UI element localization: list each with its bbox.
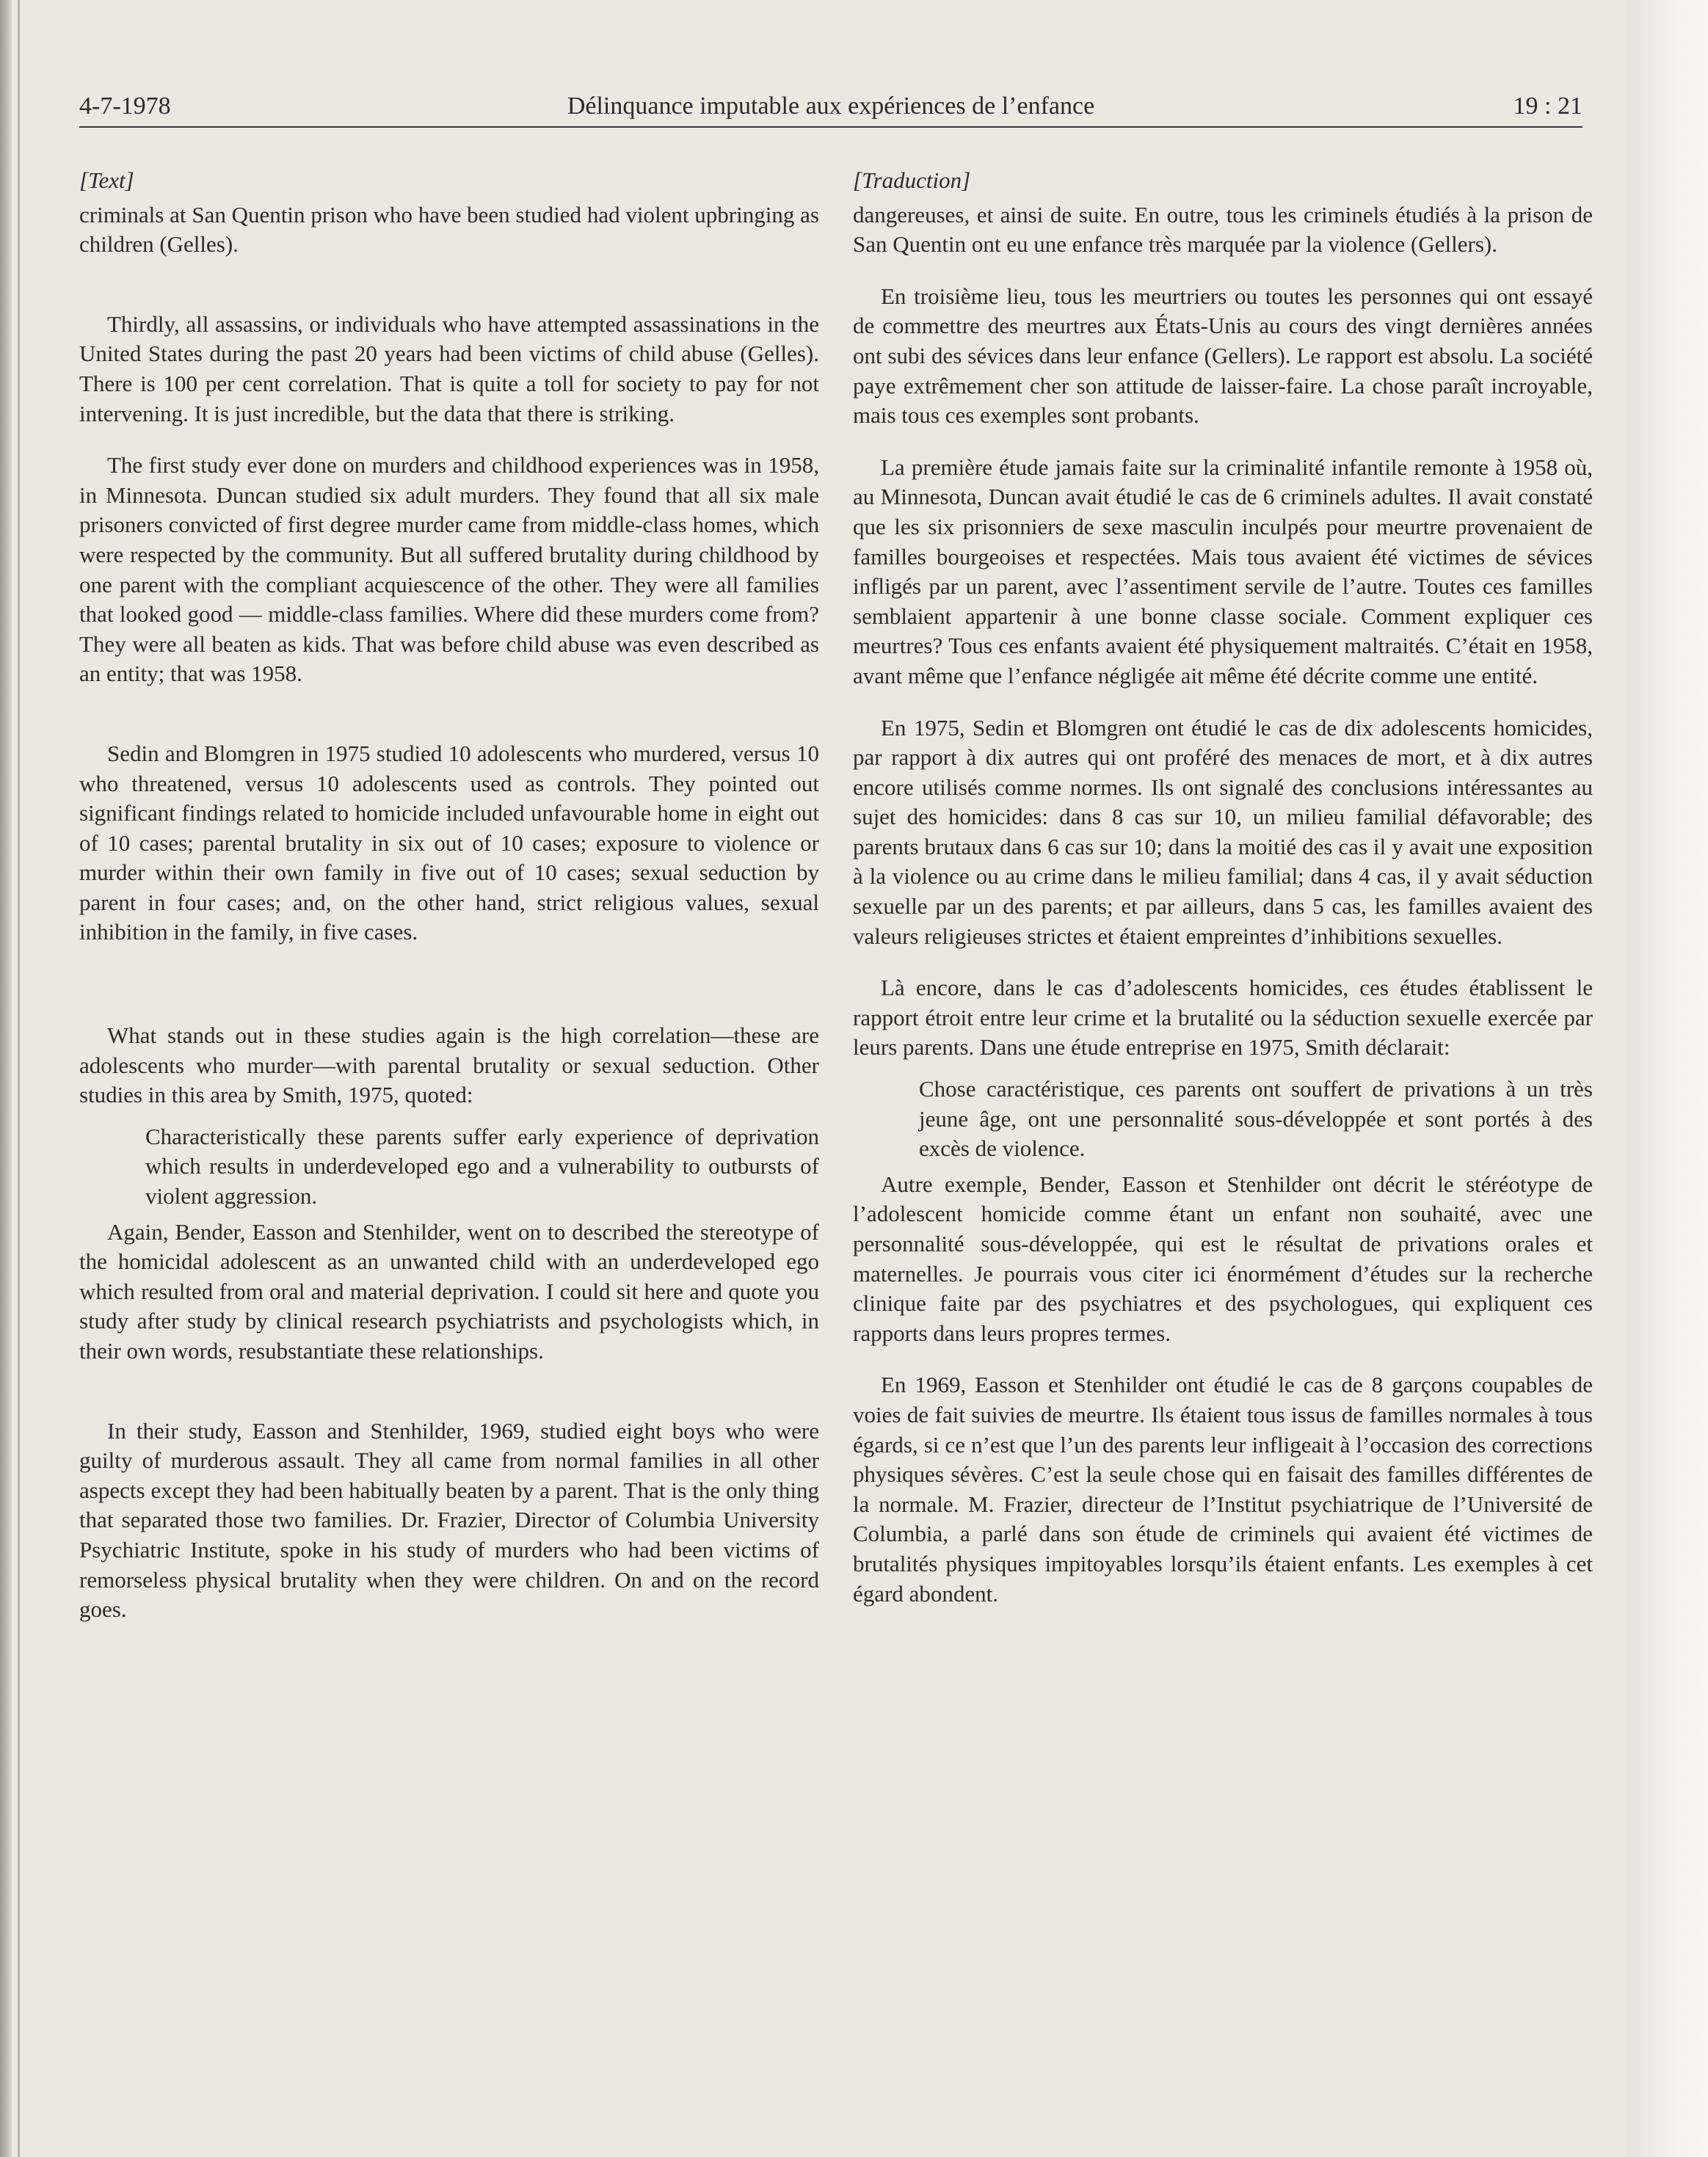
page-right-margin [1627,0,1708,2157]
page-binding-edge [0,0,12,2157]
french-paragraph-3: La première étude jamais faite sur la criminalité infantile remonte à 1958 où, au Minnesota, Duncan avait étudié le cas de 6 criminels adultes. Il avait constaté que les six prisonniers de sexe masculin inculpés pour meurtre provenaient de familles bourgeoises et respectées. Mais tous avaient été victimes de sévices infligés par un parent, avec l’assentiment servile de l’autre. Toutes ces familles semblaient appartenir à une bonne classe sociale. Comment expliquer ces meurtres? Tous ces enfants avaient été physiquement maltraités. C’était en 1958, avant même que l’enfance négligée ait même été décrite comme une entité. [853,454,1593,688]
english-paragraph-4: Sedin and Blomgren in 1975 studied 10 adolescents who murdered, versus 10 who threatened, versus 10 adolescents used as controls. They pointed out significant findings related to homicide included unfavourable home in eight out of 10 cases; parental brutality in six out of 10 cases; exposure to violence or murder within their own family in five out of 10 cases; sexual seduction by parent in four cases; and, on the other hand, strict religious values, sexual inhibition in the family, in five cases. [79,740,819,945]
french-quote: Chose caractéristique, ces parents ont souffert de privations à un très jeune âge, ont une personnalité sous-développée et sont portés à des excès de violence. [919,1076,1593,1162]
french-paragraph-6: Autre exemple, Bender, Easson et Stenhilder ont décrit le stéréotype de l’adolescent homicide comme étant un enfant non souhaité, avec une personnalité sous-développée, qui est le résultat de privations orales et maternelles. Je pourrais vous citer ici énormément d’études sur la recherche clinique faite par des psychiatres et des psychologues, qui expliquent ces rapports dans leurs propres termes. [853,1171,1593,1346]
header-title: Délinquance imputable aux expériences de l’enfance [567,92,1095,120]
english-paragraph-5: What stands out in these studies again is the high correlation—these are adolescents who murder—with parental brutality or sexual seduction. Other studies in this area by Smith, 1975, quoted: [79,1022,819,1108]
english-paragraph-7: In their study, Easson and Stenhilder, 1969, studied eight boys who were guilty of murderous assault. They all came from normal families in all other aspects except they had been habitually beaten by a parent. That is the only thing that separated those two families. Dr. Frazier, Director of Columbia University Psychiatric Institute, spoke in his study of murders who had been victims of remorseless physical brutality when they were children. On and on the record goes. [79,1417,819,1623]
binding-line [18,0,20,2157]
english-quote: Characteristically these parents suffer early experience of deprivation which results in underdeveloped ego and a vulnerability to outbursts of violent aggression. [145,1123,819,1210]
french-paragraph-1: dangereuses, et ainsi de suite. En outre, tous les criminels étudiés à la prison de San Quentin ont eu une enfance très marquée par la violence (Gellers). [853,201,1593,258]
french-paragraph-2: En troisième lieu, tous les meurtriers ou toutes les personnes qui ont essayé de commettre des meurtres aux États-Unis au cours des vingt dernières années ont subi des sévices dans leur enfance (Gellers). Le rapport est absolu. La société paye extrêmement cher son attitude de laisser-faire. La chose paraît incroyable, mais tous ces exemples sont probants. [853,283,1593,429]
english-column [79,166,819,1625]
running-header [79,88,1582,125]
header-page-number: 19 : 21 [1513,92,1582,120]
french-column [853,166,1593,1609]
header-date: 4-7-1978 [79,92,171,120]
english-paragraph-3: The first study ever done on murders and childhood experiences was in 1958, in Minnesota. Duncan studied six adult murders. They found that all six male prisoners convicted of first degree murder came from middle-class homes, which were respected by the community. But all suffered brutality during childhood by one parent with the compliant acquiescence of the other. They were all families that looked good — middle-class families. Where did these murders come from? They were all beaten as kids. That was before child abuse was even described as an entity; that was 1958. [79,452,819,687]
english-paragraph-2: Thirdly, all assassins, or individuals who have attempted assassinations in the United States during the past 20 years had been victims of child abuse (Gelles). There is 100 per cent correlation. That is quite a toll for society to pay for not intervening. It is just incredible, but the data that there is striking. [79,310,819,426]
english-column-heading: [Text] [79,167,134,193]
english-paragraph-1: criminals at San Quentin prison who have been studied had violent upbringing as children (Gelles). [79,201,819,258]
french-paragraph-5: Là encore, dans le cas d’adolescents homicides, ces études établissent le rapport étroit entre leur crime et la brutalité ou la séduction sexuelle exercée par leurs parents. Dans une étude entreprise en 1975, Smith déclarait: [853,975,1593,1061]
french-column-heading: [Traduction] [853,167,971,193]
english-paragraph-6: Again, Bender, Easson and Stenhilder, went on to described the stereotype of the homicidal adolescent as an unwanted child with an underdeveloped ego which resulted from oral and material deprivation. I could sit here and quote you study after study by clinical research psychiatrists and psychologists which, in their own words, resubstantiate these relationships. [79,1218,819,1364]
header-rule [79,126,1582,128]
french-paragraph-7: En 1969, Easson et Stenhilder ont étudié le cas de 8 garçons coupables de voies de fait suivies de meurtre. Ils étaient tous issus de familles normales à tous égards, si ce n’est que l’un des parents leur infligeait à l’occasion des corrections physiques sévères. C’est la seule chose qui en faisait des familles différentes de la normale. M. Frazier, directeur de l’Institut psychiatrique de l’Université de Columbia, a parlé dans son étude de criminels qui avaient été victimes de brutalités physiques impitoyables lorsqu’ils étaient enfants. Les exemples à cet égard abondent. [853,1372,1593,1607]
french-paragraph-4: En 1975, Sedin et Blomgren ont étudié le cas de dix adolescents homicides, par rapport à dix autres qui ont proféré des menaces de mort, et à dix autres encore utilisés comme normes. Ils ont signalé des conclusions intéressantes au sujet des homicides: dans 8 cas sur 10, un milieu familial défavorable; des parents brutaux dans 6 cas sur 10; dans la moitié des cas il y avait une exposition à la violence ou au crime dans le milieu familial; dans 4 cas, il y avait séduction sexuelle par un des parents; et par ailleurs, dans 5 cas, les familles avaient des valeurs religieuses strictes et étaient empreintes d’inhibitions sexuelles. [853,714,1593,949]
